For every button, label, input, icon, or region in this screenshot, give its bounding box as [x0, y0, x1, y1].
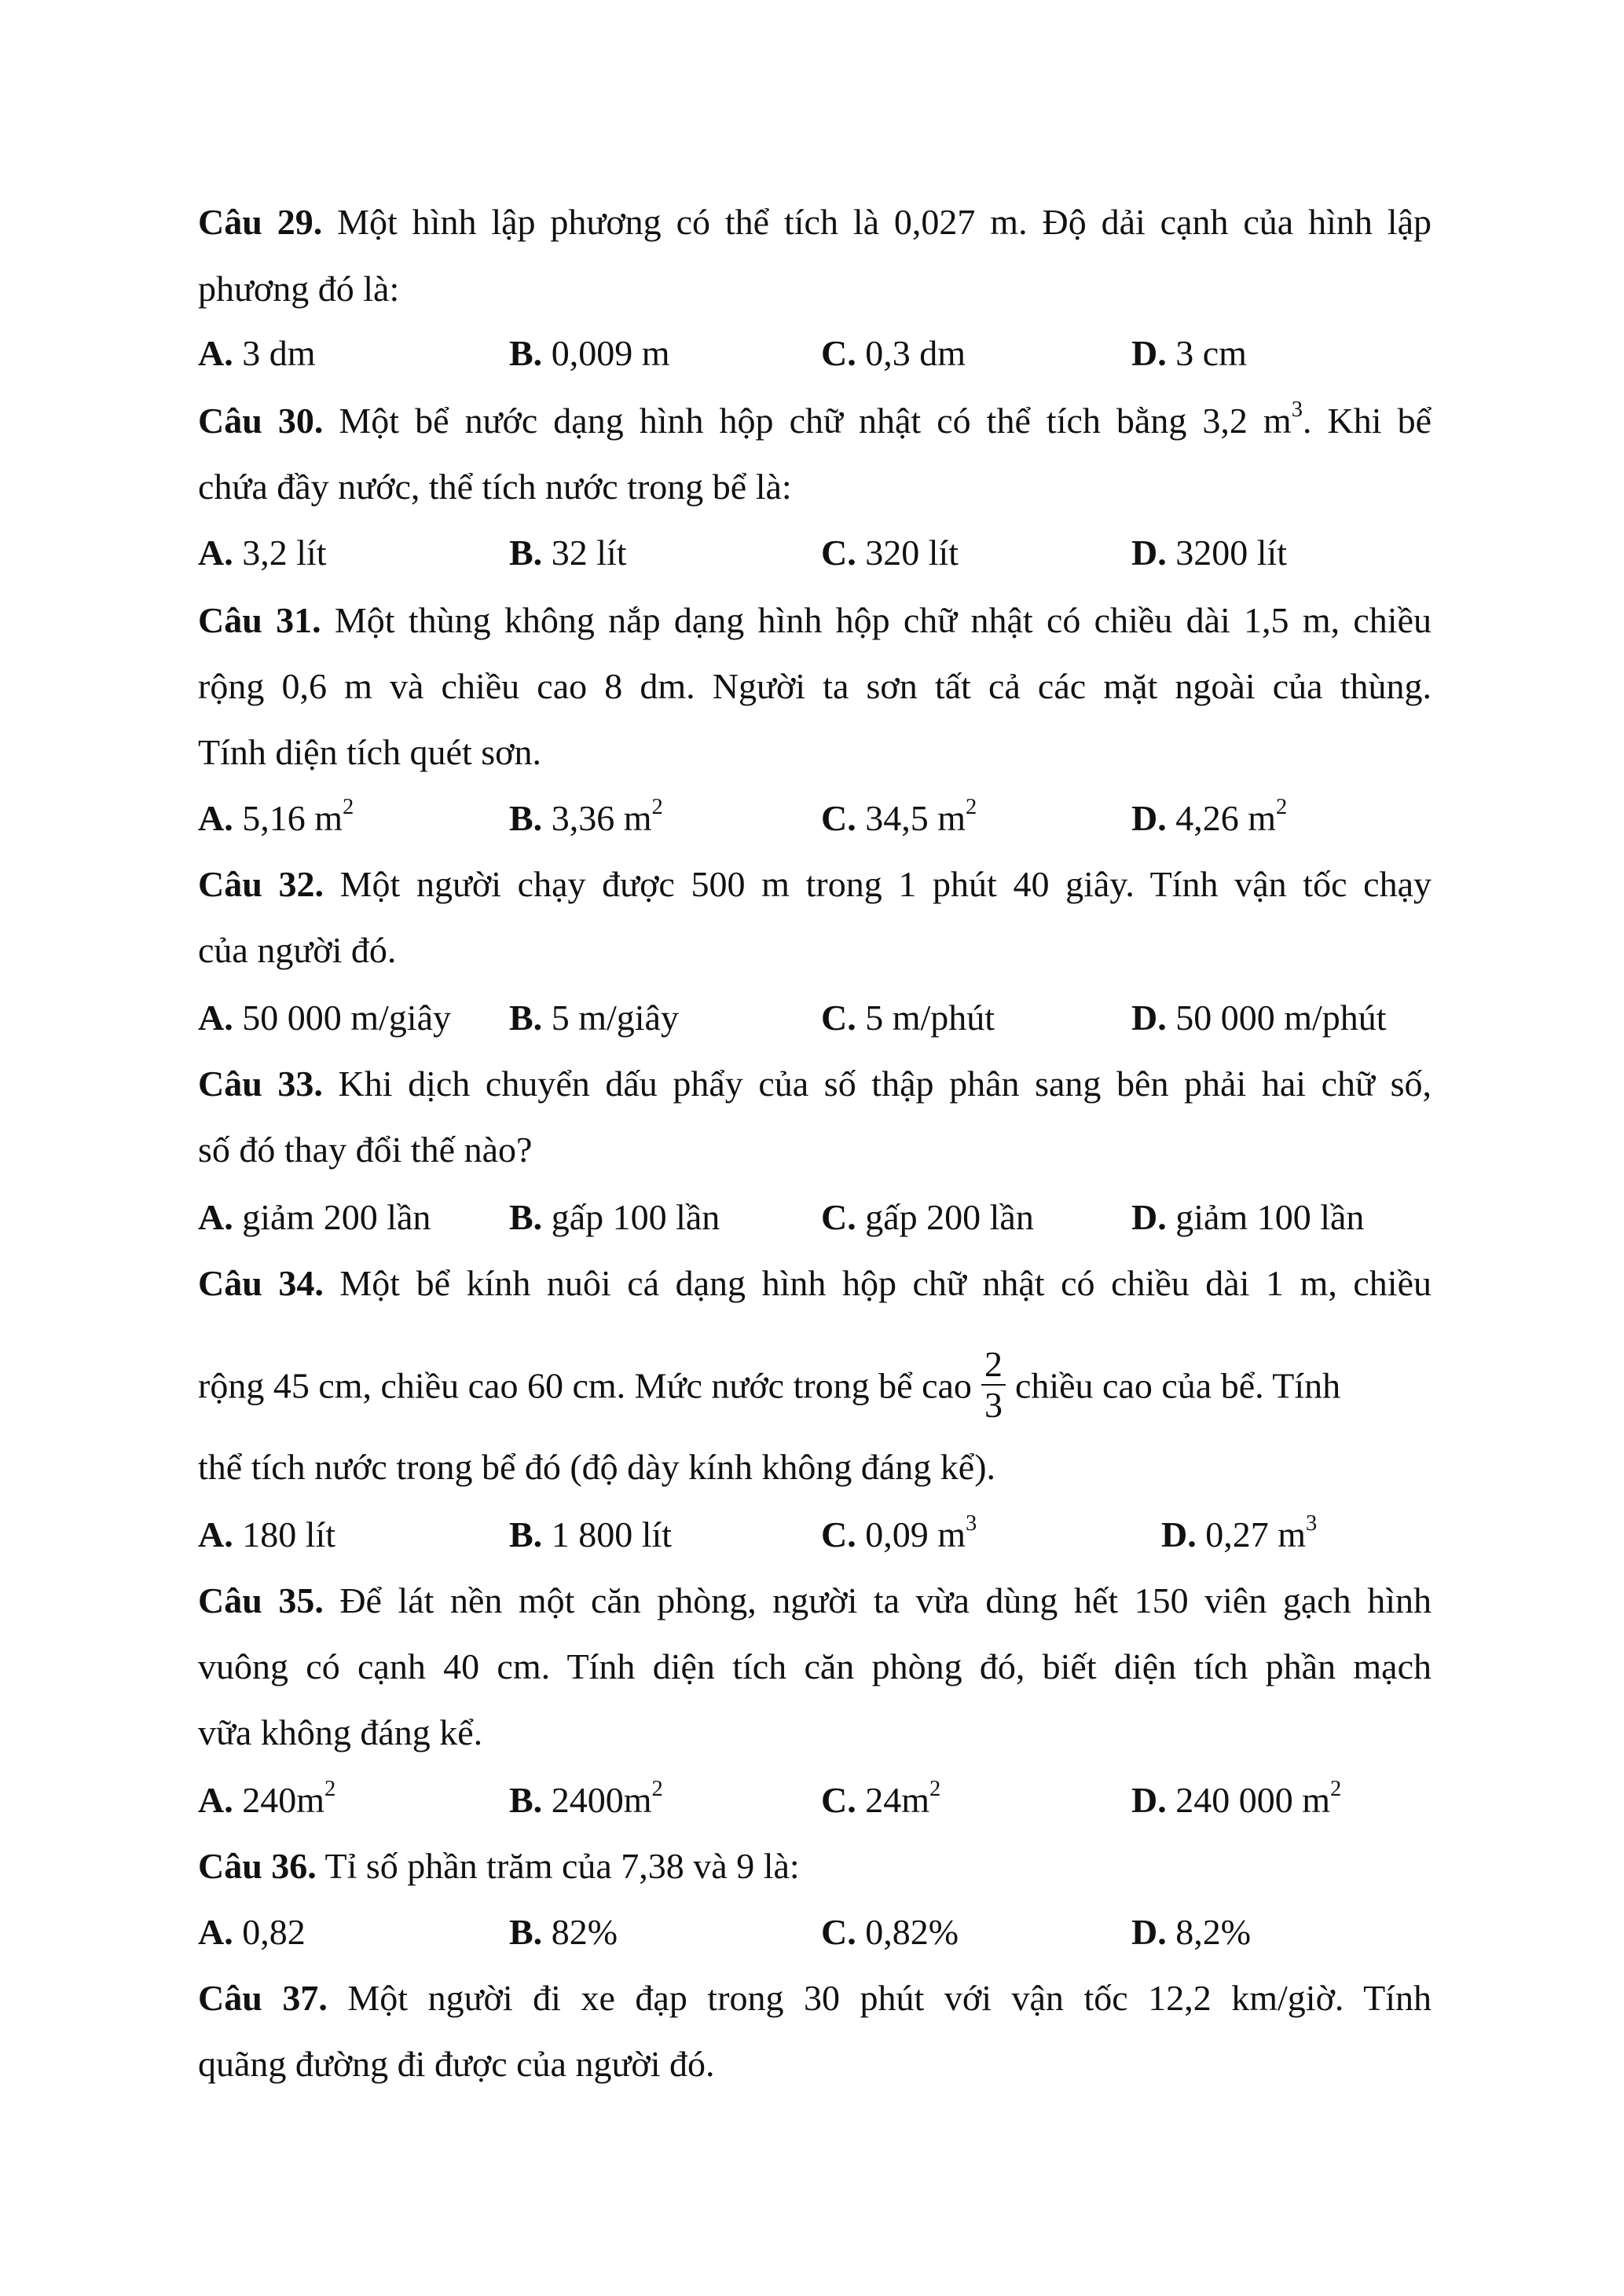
question-number: Câu 34.	[198, 1263, 324, 1303]
question-30-line-1: Câu 30. Một bể nước dạng hình hộp chữ nhật có thể tích bằng 3,2 $m^3$. Khi bể	[198, 397, 1432, 441]
question-30-line-2: chứa đầy nước, thể tích nước trong bể là:	[198, 467, 792, 507]
question-37-line-1: Câu 37. Một người đi xe đạp trong 30 phút với vận tốc 12,2 km/giờ. Tính	[198, 1978, 1432, 2018]
question-number: Câu 30.	[198, 401, 324, 441]
option-b[interactable]: B. 82%	[509, 1912, 618, 1952]
question-34-line-1: Câu 34. Một bể kính nuôi cá dạng hình hộp chữ nhật có chiều dài 1 m, chiều	[198, 1263, 1432, 1303]
question-37-line-2: quãng đường đi được của người đó.	[198, 2044, 715, 2084]
option-a[interactable]: A. 180 lít	[198, 1514, 336, 1554]
question-29-line-1	[198, 200, 1432, 244]
option-a[interactable]: A. giảm 200 lần	[198, 1197, 431, 1237]
option-d[interactable]: D. 0,27 $m^3$	[1161, 1511, 1318, 1554]
option-a[interactable]: A. 3,2 lít	[198, 533, 327, 573]
option-c[interactable]: C. 5 m/phút	[821, 998, 995, 1038]
option-b[interactable]: B. 5 m/giây	[509, 998, 679, 1038]
question-34-line-3: thể tích nước trong bể đó (độ dày kính không đáng kể).	[198, 1447, 996, 1487]
option-b[interactable]: B. 0,009 m	[509, 333, 670, 373]
question-36-line-1: Câu 36. Tỉ số phần trăm của 7,38 và 9 là:	[198, 1846, 800, 1886]
option-c[interactable]: C. gấp 200 lần	[821, 1197, 1034, 1237]
option-d[interactable]: D. 240 000 $m^2$	[1131, 1777, 1342, 1820]
question-34-line-2: rộng 45 cm, chiều cao 60 cm. Mức nước trong bể cao $\frac{2}{3}$ chiều cao của bể. Tính	[198, 1344, 1341, 1425]
option-c[interactable]: C. 0,09 $m^3$	[821, 1511, 977, 1554]
question-35-line-1: Câu 35. Để lát nền một căn phòng, người ta vừa dùng hết 150 viên gạch hình	[198, 1580, 1432, 1620]
option-c[interactable]: C. 34,5 $m^2$	[821, 795, 977, 838]
question-text: Một hình lập phương có thể tích là 0,027 m. Độ dải cạnh của hình lập	[322, 202, 1432, 242]
question-31-line-1: Câu 31. Một thùng không nắp dạng hình hộp chữ nhật có chiều dài 1,5 m, chiều	[198, 600, 1432, 640]
question-number: Câu 35.	[198, 1580, 324, 1620]
option-a[interactable]: A. 0,82	[198, 1912, 306, 1952]
option-a[interactable]: A. 3 dm	[198, 333, 316, 373]
question-number: Câu 36.	[198, 1846, 317, 1886]
question-number: Câu 33.	[198, 1064, 323, 1104]
option-d[interactable]: D. 3200 lít	[1131, 533, 1288, 573]
option-a[interactable]: A. 50 000 m/giây	[198, 998, 451, 1038]
option-d[interactable]: D. 4,26 $m^2$	[1131, 795, 1288, 838]
question-33-line-1: Câu 33. Khi dịch chuyển dấu phẩy của số thập phân sang bên phải hai chữ số,	[198, 1064, 1432, 1104]
question-31-line-2: rộng 0,6 m và chiều cao 8 dm. Người ta sơn tất cả các mặt ngoài của thùng.	[198, 666, 1432, 706]
option-d[interactable]: D. 50 000 m/phút	[1131, 998, 1387, 1038]
option-b[interactable]: B. gấp 100 lần	[509, 1197, 720, 1237]
question-35-line-2: vuông có cạnh 40 cm. Tính diện tích căn phòng đó, biết diện tích phần mạch	[198, 1646, 1432, 1686]
option-d[interactable]: D. 3 cm	[1131, 333, 1247, 373]
question-number: Câu 32.	[198, 864, 324, 904]
option-a[interactable]: A. 5,16 $m^2$	[198, 795, 354, 838]
option-d[interactable]: D. 8,2%	[1131, 1912, 1252, 1952]
question-32-line-1: Câu 32. Một người chạy được 500 m trong 1 phút 40 giây. Tính vận tốc chạy	[198, 864, 1432, 904]
option-b[interactable]: B. 3,36 $m^2$	[509, 795, 663, 838]
question-35-line-3: vữa không đáng kể.	[198, 1712, 483, 1752]
option-c[interactable]: C. $24m^2$	[821, 1777, 941, 1820]
question-number: Câu 29.	[198, 202, 323, 242]
question-number: Câu 31.	[198, 600, 321, 640]
option-c[interactable]: C. 0,82%	[821, 1912, 959, 1952]
question-32-line-2: của người đó.	[198, 930, 397, 970]
option-a[interactable]: A. $240m^2$	[198, 1777, 336, 1820]
option-c[interactable]: C. 0,3 dm	[821, 333, 966, 373]
option-b[interactable]: B. $2400m^2$	[509, 1777, 663, 1820]
question-number: Câu 37.	[198, 1978, 328, 2018]
option-d[interactable]: D. giảm 100 lần	[1131, 1197, 1365, 1237]
question-29-line-2: phương đó là:	[198, 269, 400, 309]
question-31-line-3: Tính diện tích quét sơn.	[198, 732, 541, 772]
option-b[interactable]: B. 1 800 lít	[509, 1514, 673, 1554]
option-b[interactable]: B. 32 lít	[509, 533, 627, 573]
fraction-two-thirds: $\frac{2}{3}$	[981, 1345, 1006, 1425]
option-c[interactable]: C. 320 lít	[821, 533, 959, 573]
question-33-line-2: số đó thay đổi thế nào?	[198, 1130, 533, 1170]
